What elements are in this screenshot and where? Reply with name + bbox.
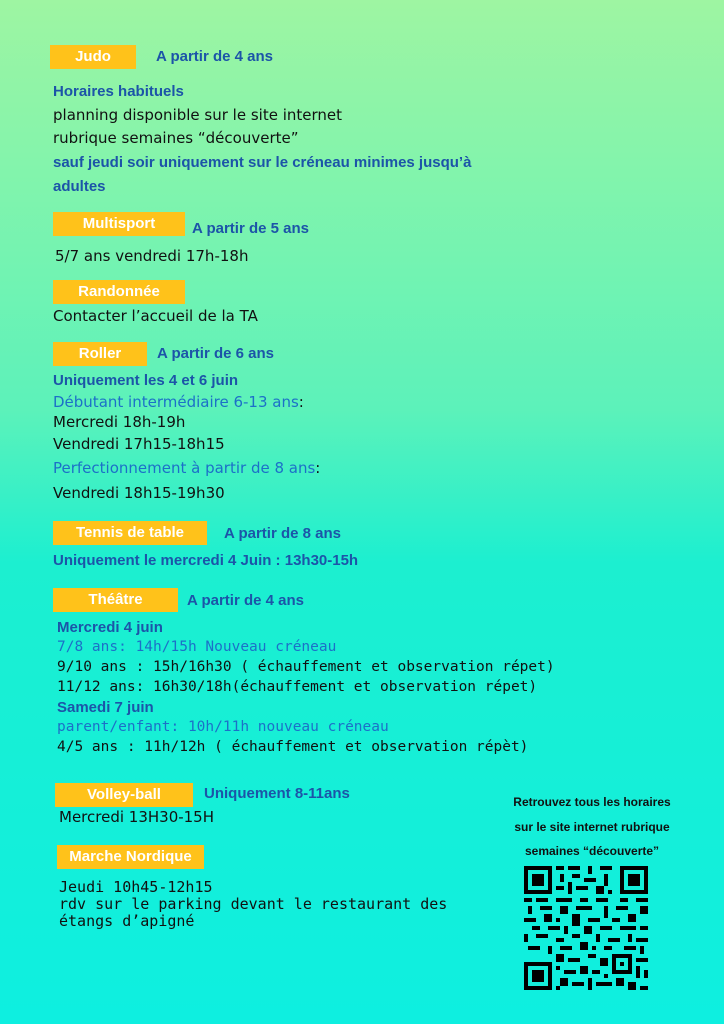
roller-slot2: Vendredi 17h15-18h15 bbox=[53, 435, 225, 453]
promo-line3: semaines “découverte” bbox=[524, 844, 660, 858]
theatre-age: A partir de 4 ans bbox=[187, 592, 304, 609]
roller-group2-label: Perfectionnement à partir de 8 ans bbox=[53, 459, 316, 477]
judo-line2: rubrique semaines “découverte” bbox=[53, 129, 299, 147]
theatre-day1-line2: 9/10 ans : 15h/16h30 ( échauffement et observation répet) bbox=[57, 659, 555, 675]
volley-tag: Volley-ball bbox=[55, 783, 193, 807]
theatre-day2-line2: 4/5 ans : 11h/12h ( échauffement et observation répèt) bbox=[57, 739, 529, 755]
judo-heading: Horaires habituels bbox=[53, 83, 184, 100]
volley-line1: Mercredi 13H30-15H bbox=[59, 808, 215, 826]
roller-group1 bbox=[53, 393, 304, 411]
roller-heading: Uniquement les 4 et 6 juin bbox=[53, 372, 239, 389]
promo-line1: Retrouvez tous les horaires bbox=[513, 795, 671, 809]
roller-slot3: Vendredi 18h15-19h30 bbox=[53, 484, 225, 502]
marche-tag: Marche Nordique bbox=[57, 845, 204, 869]
marche-line1: Jeudi 10h45-12h15 bbox=[59, 878, 213, 896]
roller-age: A partir de 6 ans bbox=[157, 345, 274, 362]
multisport-age: A partir de 5 ans bbox=[192, 220, 309, 237]
multisport-tag: Multisport bbox=[53, 212, 185, 236]
judo-note1: sauf jeudi soir uniquement sur le créneau minimes jusqu’à bbox=[53, 154, 472, 171]
randonnee-line1: Contacter l’accueil de la TA bbox=[53, 307, 258, 325]
theatre-day1: Mercredi 4 juin bbox=[57, 619, 163, 636]
roller-group2 bbox=[53, 459, 320, 477]
roller-slot1: Mercredi 18h-19h bbox=[53, 413, 186, 431]
marche-line3: étangs d’apigné bbox=[59, 912, 195, 930]
theatre-day1-line3: 11/12 ans: 16h30/18h(échauffement et observation répet) bbox=[57, 679, 538, 695]
tennis-tag: Tennis de table bbox=[53, 521, 207, 545]
judo-age: A partir de 4 ans bbox=[156, 48, 273, 65]
theatre-tag: Théâtre bbox=[53, 588, 178, 612]
roller-group1-colon: : bbox=[298, 393, 304, 411]
judo-line1: planning disponible sur le site internet bbox=[53, 106, 343, 124]
roller-tag: Roller bbox=[53, 342, 147, 366]
marche-line2: rdv sur le parking devant le restaurant des bbox=[59, 895, 448, 913]
theatre-day1-new: 7/8 ans: 14h/15h Nouveau créneau bbox=[57, 639, 337, 655]
judo-tag: Judo bbox=[50, 45, 136, 69]
qr-code-icon[interactable] bbox=[524, 866, 648, 990]
tennis-age: A partir de 8 ans bbox=[224, 525, 341, 542]
theatre-day2-new: parent/enfant: 10h/11h nouveau créneau bbox=[57, 719, 389, 735]
tennis-line1: Uniquement le mercredi 4 Juin : 13h30-15h bbox=[53, 552, 359, 569]
roller-group2-colon: : bbox=[315, 459, 321, 477]
judo-note2: adultes bbox=[53, 178, 106, 195]
volley-age: Uniquement 8-11ans bbox=[204, 785, 350, 802]
roller-group1-label: Débutant intermédiaire 6-13 ans bbox=[53, 393, 299, 411]
promo-line2: sur le site internet rubrique bbox=[514, 820, 670, 834]
randonnee-tag: Randonnée bbox=[53, 280, 185, 304]
multisport-line1: 5/7 ans vendredi 17h-18h bbox=[55, 247, 249, 265]
theatre-day2: Samedi 7 juin bbox=[57, 699, 154, 716]
